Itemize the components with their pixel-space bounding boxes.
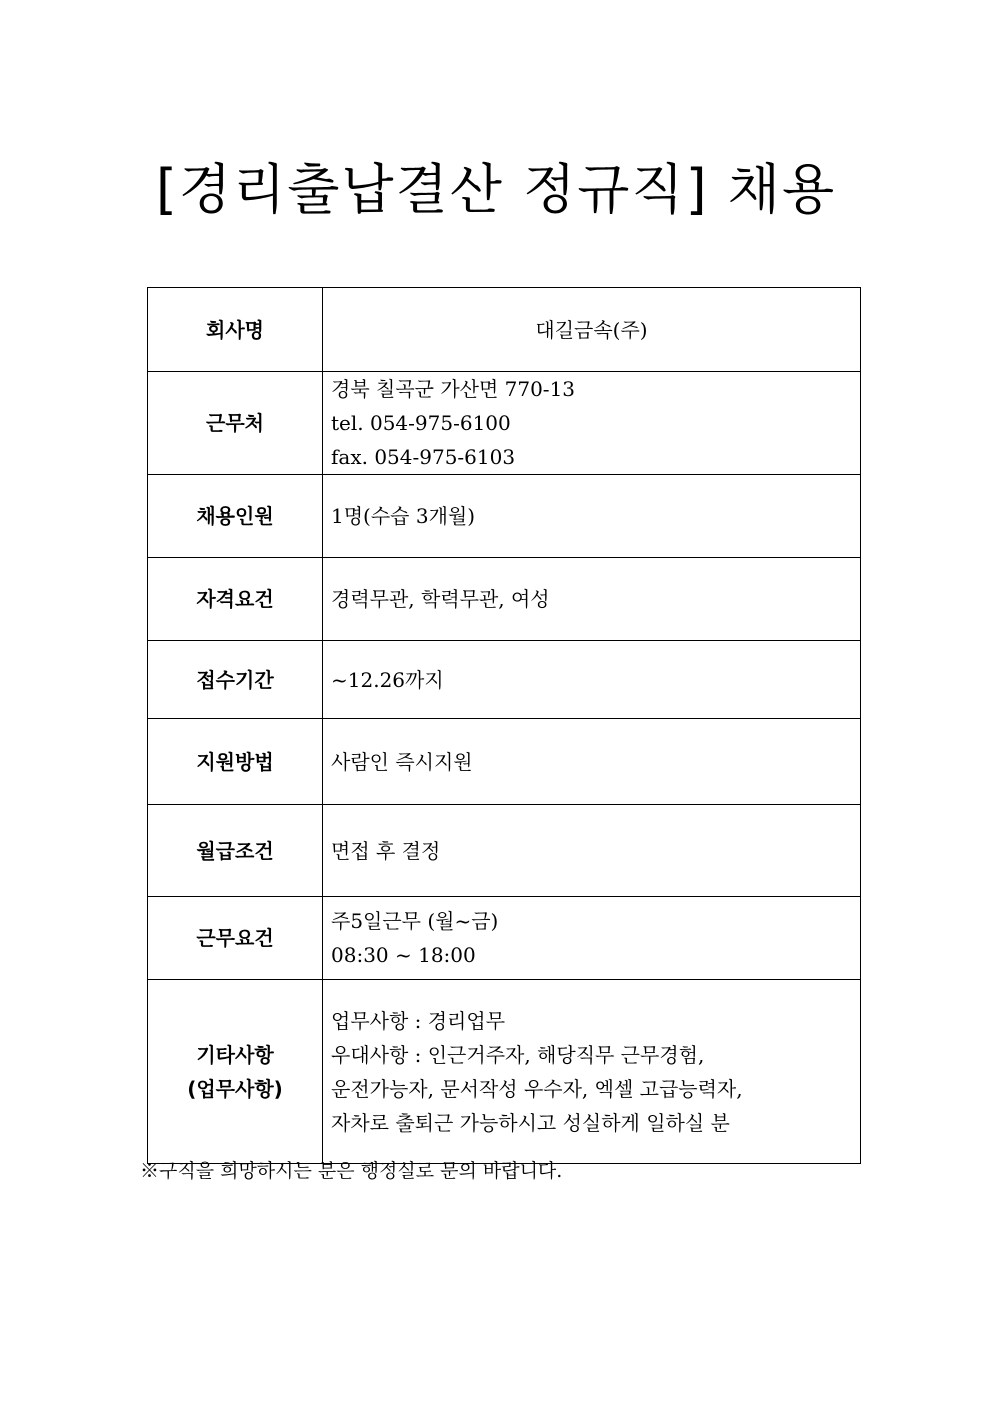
label-period: 접수기간: [148, 641, 323, 719]
salary-text: 면접 후 결정: [331, 838, 441, 863]
work-days: 주5일근무 (월~금): [331, 909, 499, 933]
label-apply-method: 지원방법: [148, 719, 323, 805]
table-row-headcount: [148, 475, 861, 558]
preference-text-cont2: 자차로 출퇴근 가능하시고 성실하게 일하실 분: [331, 1110, 730, 1135]
label-qualifications: 자격요건: [148, 558, 323, 641]
value-headcount: [323, 475, 861, 558]
table-row-qualifications: [148, 558, 861, 641]
label-headcount: 채용인원: [148, 475, 323, 558]
value-qualifications: [323, 558, 861, 641]
table-row-apply-method: [148, 719, 861, 805]
apply-method-text: 사람인 즉시지원: [331, 749, 473, 774]
table-row-workplace: [148, 372, 861, 475]
value-other: [323, 980, 861, 1164]
page-title: [경리출납결산 정규직] 채용: [155, 158, 837, 221]
preference-text-cont: 운전가능자, 문서작성 우수자, 엑셀 고급능력자,: [331, 1076, 743, 1101]
table-row-period: [148, 641, 861, 719]
preference-text: 우대사항 : 인근거주자, 해당직무 근무경험,: [331, 1042, 705, 1067]
qualifications-text: 경력무관, 학력무관, 여성: [331, 587, 550, 611]
work-hours: 08:30 ~ 18:00: [331, 943, 476, 967]
label-work-conditions: 근무요건: [148, 897, 323, 980]
workplace-tel: tel. 054-975-6100: [331, 411, 511, 435]
table-row-company: [148, 288, 861, 372]
footnote: ※구직을 희망하시는 분은 행정실로 문의 바랍니다.: [140, 1160, 563, 1182]
duties-text: 업무사항 : 경리업무: [331, 1008, 506, 1033]
label-workplace: 근무처: [148, 372, 323, 475]
period-text: ~12.26까지: [331, 667, 444, 692]
value-salary: [323, 805, 861, 897]
value-workplace: [323, 372, 861, 475]
label-other-line2: (업무사항): [187, 1076, 283, 1101]
company-name: 대길금속(주): [535, 317, 648, 342]
value-period: [323, 641, 861, 719]
workplace-fax: fax. 054-975-6103: [331, 445, 516, 469]
label-company: 회사명: [148, 288, 323, 372]
value-apply-method: [323, 719, 861, 805]
table-row-other: [148, 980, 861, 1164]
value-work-conditions: [323, 897, 861, 980]
workplace-address: 경북 칠곡군 가산면 770-13: [331, 377, 576, 401]
table-row-salary: [148, 805, 861, 897]
table-row-work-conditions: [148, 897, 861, 980]
label-other: [148, 980, 323, 1164]
value-company: [323, 288, 861, 372]
headcount-text: 1명(수습 3개월): [331, 504, 476, 528]
label-salary: 월급조건: [148, 805, 323, 897]
job-info-table: [147, 287, 861, 1164]
label-other-line1: 기타사항: [196, 1042, 274, 1067]
